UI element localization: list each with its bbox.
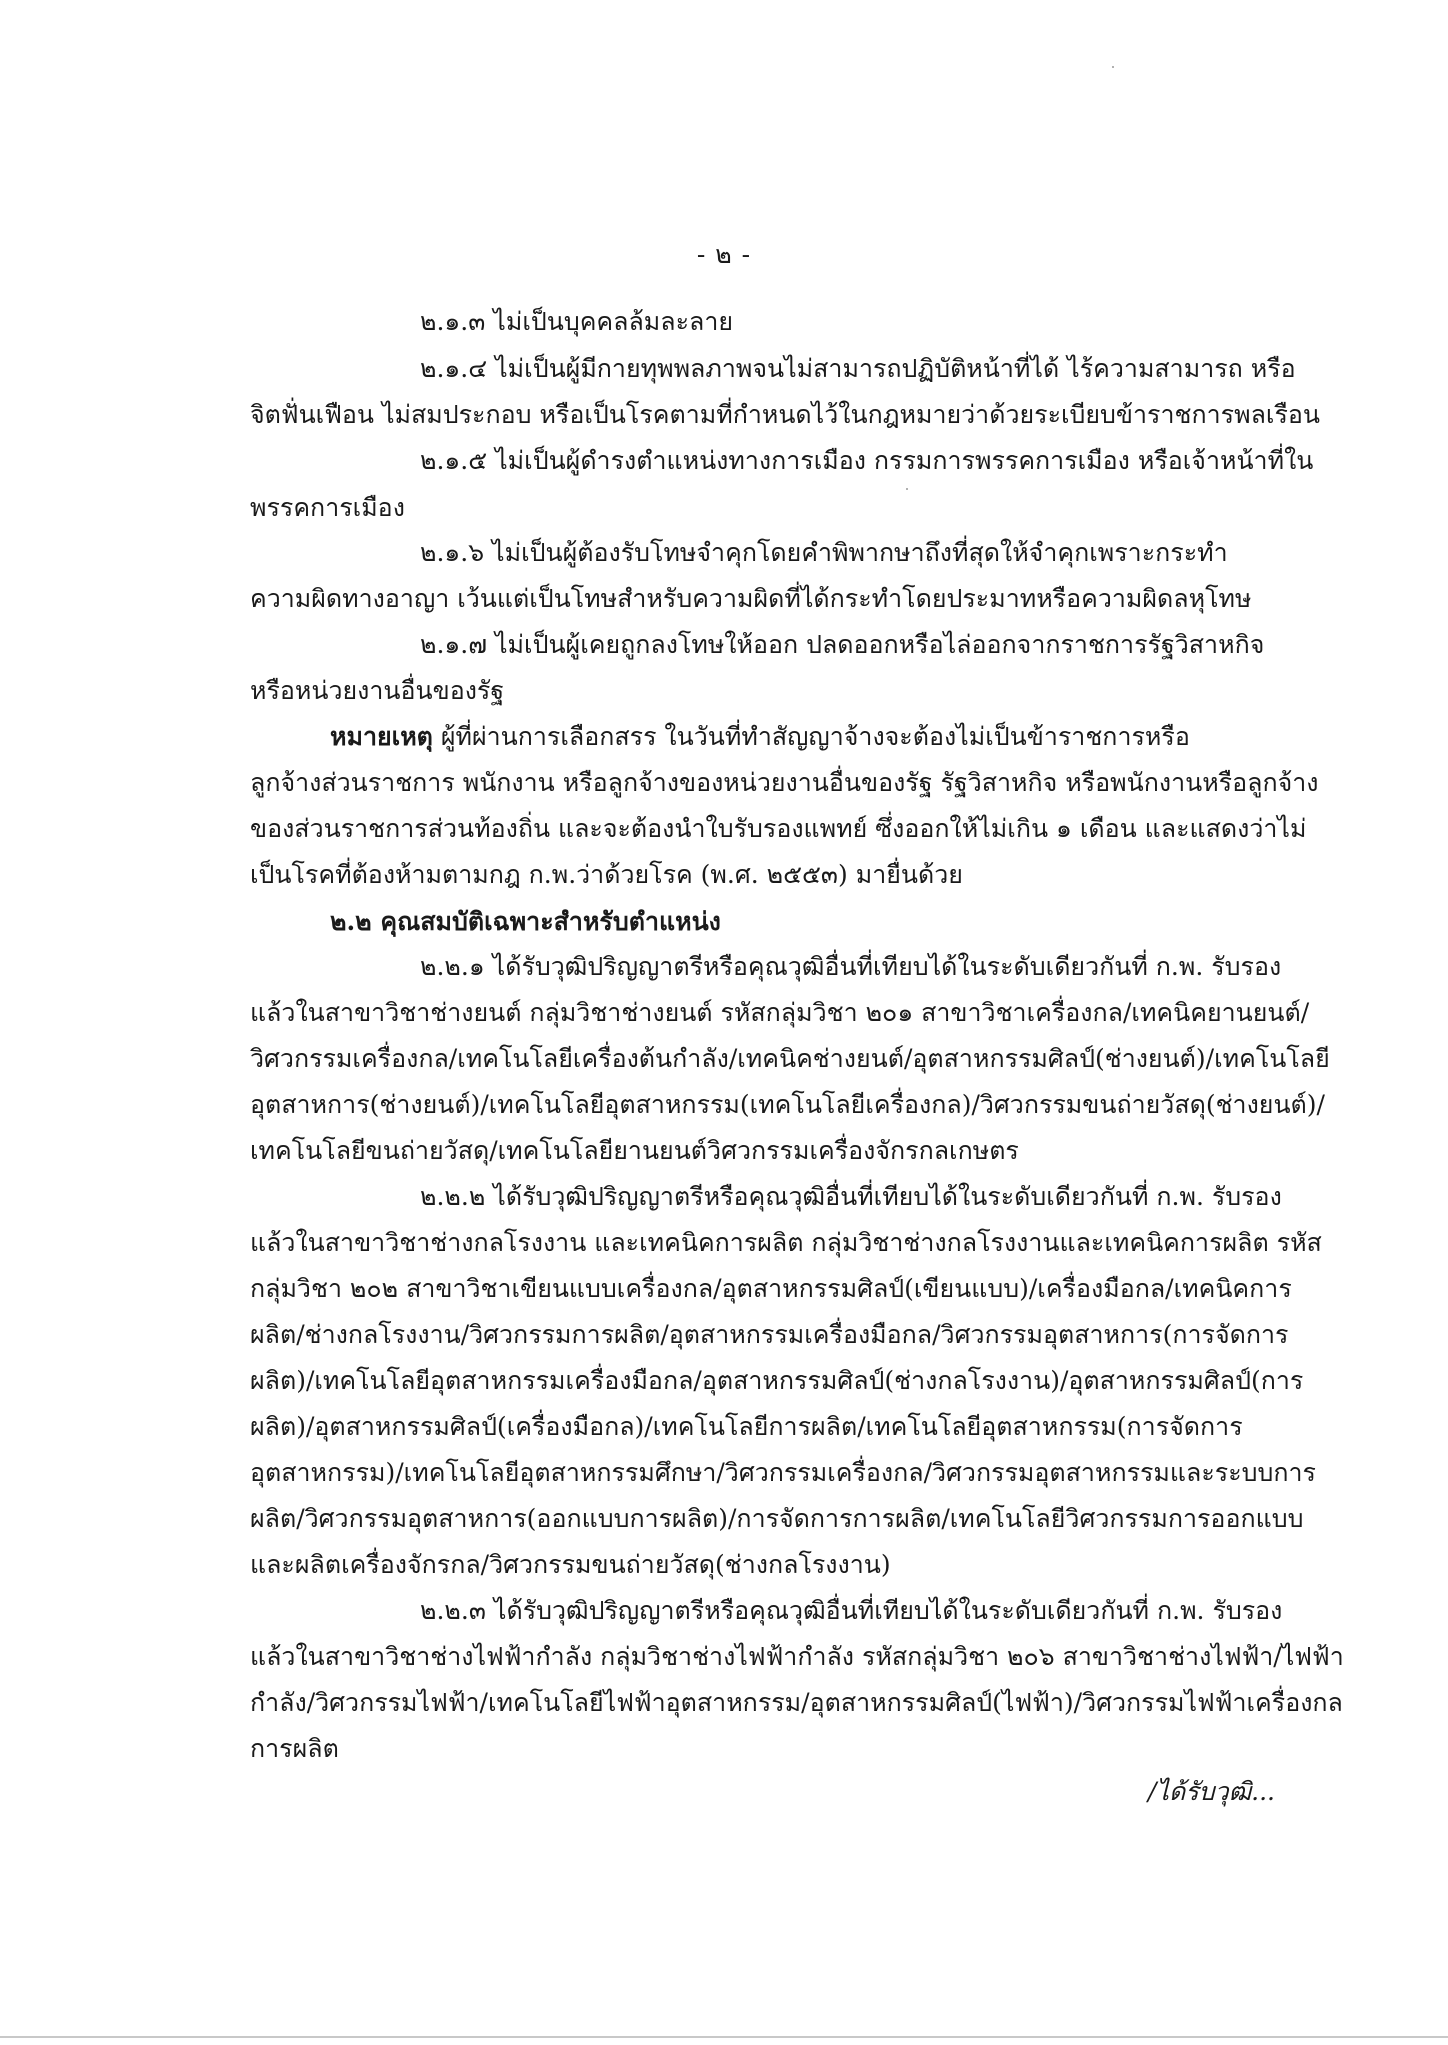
clause-2-2-2-cont-6: อุตสาหกรรม)/เทคโนโลยีอุตสาหกรรมศึกษา/วิศวกรรมเครื่องกล/วิศวกรรมอุตสาหกรรมและระบบการ	[250, 1458, 1316, 1487]
clause-2-2-2-cont-4: ผลิต)/เทคโนโลยีอุตสาหกรรมเครื่องมือกล/อุตสาหกรรมศิลป์(ช่างกลโรงงาน)/อุตสาหกรรมศิลป์(การ	[250, 1366, 1304, 1395]
clause-2-2-1: ๒.๒.๑ ได้รับวุฒิปริญญาตรีหรือคุณวุฒิอื่นที่เทียบได้ในระดับเดียวกันที่ ก.พ. รับรอง	[420, 952, 1282, 981]
page-number: - ๒ -	[696, 240, 752, 269]
clause-2-2-1-cont-3: อุตสาหการ(ช่างยนต์)/เทคโนโลยีอุตสาหกรรม(เทคโนโลยีเครื่องกล)/วิศวกรรมขนถ่ายวัสดุ(ช่างยนต์)/	[250, 1090, 1325, 1119]
clause-2-2-1-cont-4: เทคโนโลยีขนถ่ายวัสดุ/เทคโนโลยียานยนต์วิศวกรรมเครื่องจักรกลเกษตร	[250, 1136, 1019, 1165]
clause-2-2-3-cont-2: กำลัง/วิศวกรรมไฟฟ้า/เทคโนโลยีไฟฟ้าอุตสาหกรรม/อุตสาหกรรมศิลป์(ไฟฟ้า)/วิศวกรรมไฟฟ้าเครื่องกล	[250, 1688, 1343, 1717]
remark-line	[330, 720, 1190, 754]
clause-2-1-5: ๒.๑.๕ ไม่เป็นผู้ดำรงตำแหน่งทางการเมือง กรรมการพรรคการเมือง หรือเจ้าหน้าที่ใน	[420, 446, 1314, 475]
clause-2-1-4: ๒.๑.๔ ไม่เป็นผู้มีกายทุพพลภาพจนไม่สามารถปฏิบัติหน้าที่ได้ ไร้ความสามารถ หรือ	[420, 354, 1296, 383]
remark-text: ผู้ที่ผ่านการเลือกสรร ในวันที่ทำสัญญาจ้างจะต้องไม่เป็นข้าราชการหรือ	[432, 722, 1190, 751]
clause-2-2-2-cont-1: แล้วในสาขาวิชาช่างกลโรงงาน และเทคนิคการผลิต กลุ่มวิชาช่างกลโรงงานและเทคนิคการผลิต รหัส	[250, 1228, 1322, 1257]
clause-2-1-7-cont: หรือหน่วยงานอื่นของรัฐ	[250, 676, 505, 705]
clause-2-2-3: ๒.๒.๓ ได้รับวุฒิปริญญาตรีหรือคุณวุฒิอื่นที่เทียบได้ในระดับเดียวกันที่ ก.พ. รับรอง	[420, 1596, 1283, 1625]
clause-2-2-2-cont-5: ผลิต)/อุตสาหกรรมศิลป์(เครื่องมือกล)/เทคโนโลยีการผลิต/เทคโนโลยีอุตสาหกรรม(การจัดการ	[250, 1412, 1243, 1441]
scan-edge-line	[0, 2036, 1448, 2038]
clause-2-2-2-cont-8: และผลิตเครื่องจักรกล/วิศวกรรมขนถ่ายวัสดุ(ช่างกลโรงงาน)	[250, 1550, 891, 1579]
scan-speck	[1112, 66, 1114, 68]
remark-label: หมายเหตุ	[330, 722, 433, 751]
remark-cont-2: ของส่วนราชการส่วนท้องถิ่น และจะต้องนำใบรับรองแพทย์ ซึ่งออกให้ไม่เกิน ๑ เดือน และแสดงว่าไม่	[250, 814, 1307, 843]
clause-2-1-6: ๒.๑.๖ ไม่เป็นผู้ต้องรับโทษจำคุกโดยคำพิพากษาถึงที่สุดให้จำคุกเพราะกระทำ	[420, 538, 1228, 567]
clause-2-1-5-cont: พรรคการเมือง	[250, 493, 405, 522]
clause-2-2-3-cont-1: แล้วในสาขาวิชาช่างไฟฟ้ากำลัง กลุ่มวิชาช่างไฟฟ้ากำลัง รหัสกลุ่มวิชา ๒๐๖ สาขาวิชาช่างไฟฟ้า/ไฟฟ้า	[250, 1642, 1344, 1671]
remark-cont-1: ลูกจ้างส่วนราชการ พนักงาน หรือลูกจ้างของหน่วยงานอื่นของรัฐ รัฐวิสาหกิจ หรือพนักงานหรือลูกจ้าง	[250, 768, 1319, 797]
clause-2-2-1-cont-1: แล้วในสาขาวิชาช่างยนต์ กลุ่มวิชาช่างยนต์ รหัสกลุ่มวิชา ๒๐๑ สาขาวิชาเครื่องกล/เทคนิคยานยนต์/	[250, 998, 1310, 1027]
clause-2-1-6-cont: ความผิดทางอาญา เว้นแต่เป็นโทษสำหรับความผิดที่ได้กระทำโดยประมาทหรือความผิดลหุโทษ	[250, 584, 1252, 613]
clause-2-1-4-cont: จิตฟั่นเฟือน ไม่สมประกอบ หรือเป็นโรคตามที่กำหนดไว้ในกฎหมายว่าด้วยระเบียบข้าราชการพลเรือน	[250, 400, 1320, 429]
clause-2-1-7: ๒.๑.๗ ไม่เป็นผู้เคยถูกลงโทษให้ออก ปลดออกหรือไล่ออกจากราชการรัฐวิสาหกิจ	[420, 630, 1265, 659]
clause-2-2-2-cont-7: ผลิต/วิศวกรรมอุตสาหการ(ออกแบบการผลิต)/การจัดการการผลิต/เทคโนโลยีวิศวกรรมการออกแบบ	[250, 1504, 1304, 1533]
section-heading-2-2: ๒.๒ คุณสมบัติเฉพาะสำหรับตำแหน่ง	[330, 907, 721, 936]
clause-2-2-2-cont-2: กลุ่มวิชา ๒๐๒ สาขาวิชาเขียนแบบเครื่องกล/อุตสาหกรรมศิลป์(เขียนแบบ)/เครื่องมือกล/เทคนิคการ	[250, 1274, 1292, 1303]
remark-cont-3: เป็นโรคที่ต้องห้ามตามกฎ ก.พ.ว่าด้วยโรค (พ.ศ. ๒๕๕๓) มายื่นด้วย	[250, 860, 963, 889]
clause-2-2-3-cont-3: การผลิต	[250, 1734, 339, 1763]
clause-2-2-2-cont-3: ผลิต/ช่างกลโรงงาน/วิศวกรรมการผลิต/อุตสาหกรรมเครื่องมือกล/วิศวกรรมอุตสาหการ(การจัดการ	[250, 1320, 1289, 1349]
clause-2-2-1-cont-2: วิศวกรรมเครื่องกล/เทคโนโลยีเครื่องต้นกำลัง/เทคนิคช่างยนต์/อุตสาหกรรมศิลป์(ช่างยนต์)/เทคโนโลยี	[250, 1044, 1330, 1073]
scan-speck	[906, 488, 908, 490]
clause-2-2-2: ๒.๒.๒ ได้รับวุฒิปริญญาตรีหรือคุณวุฒิอื่นที่เทียบได้ในระดับเดียวกันที่ ก.พ. รับรอง	[420, 1182, 1282, 1211]
clause-2-1-3: ๒.๑.๓ ไม่เป็นบุคคลล้มละลาย	[420, 307, 734, 336]
continuation-marker: /ได้รับวุฒิ...	[1148, 1777, 1275, 1806]
